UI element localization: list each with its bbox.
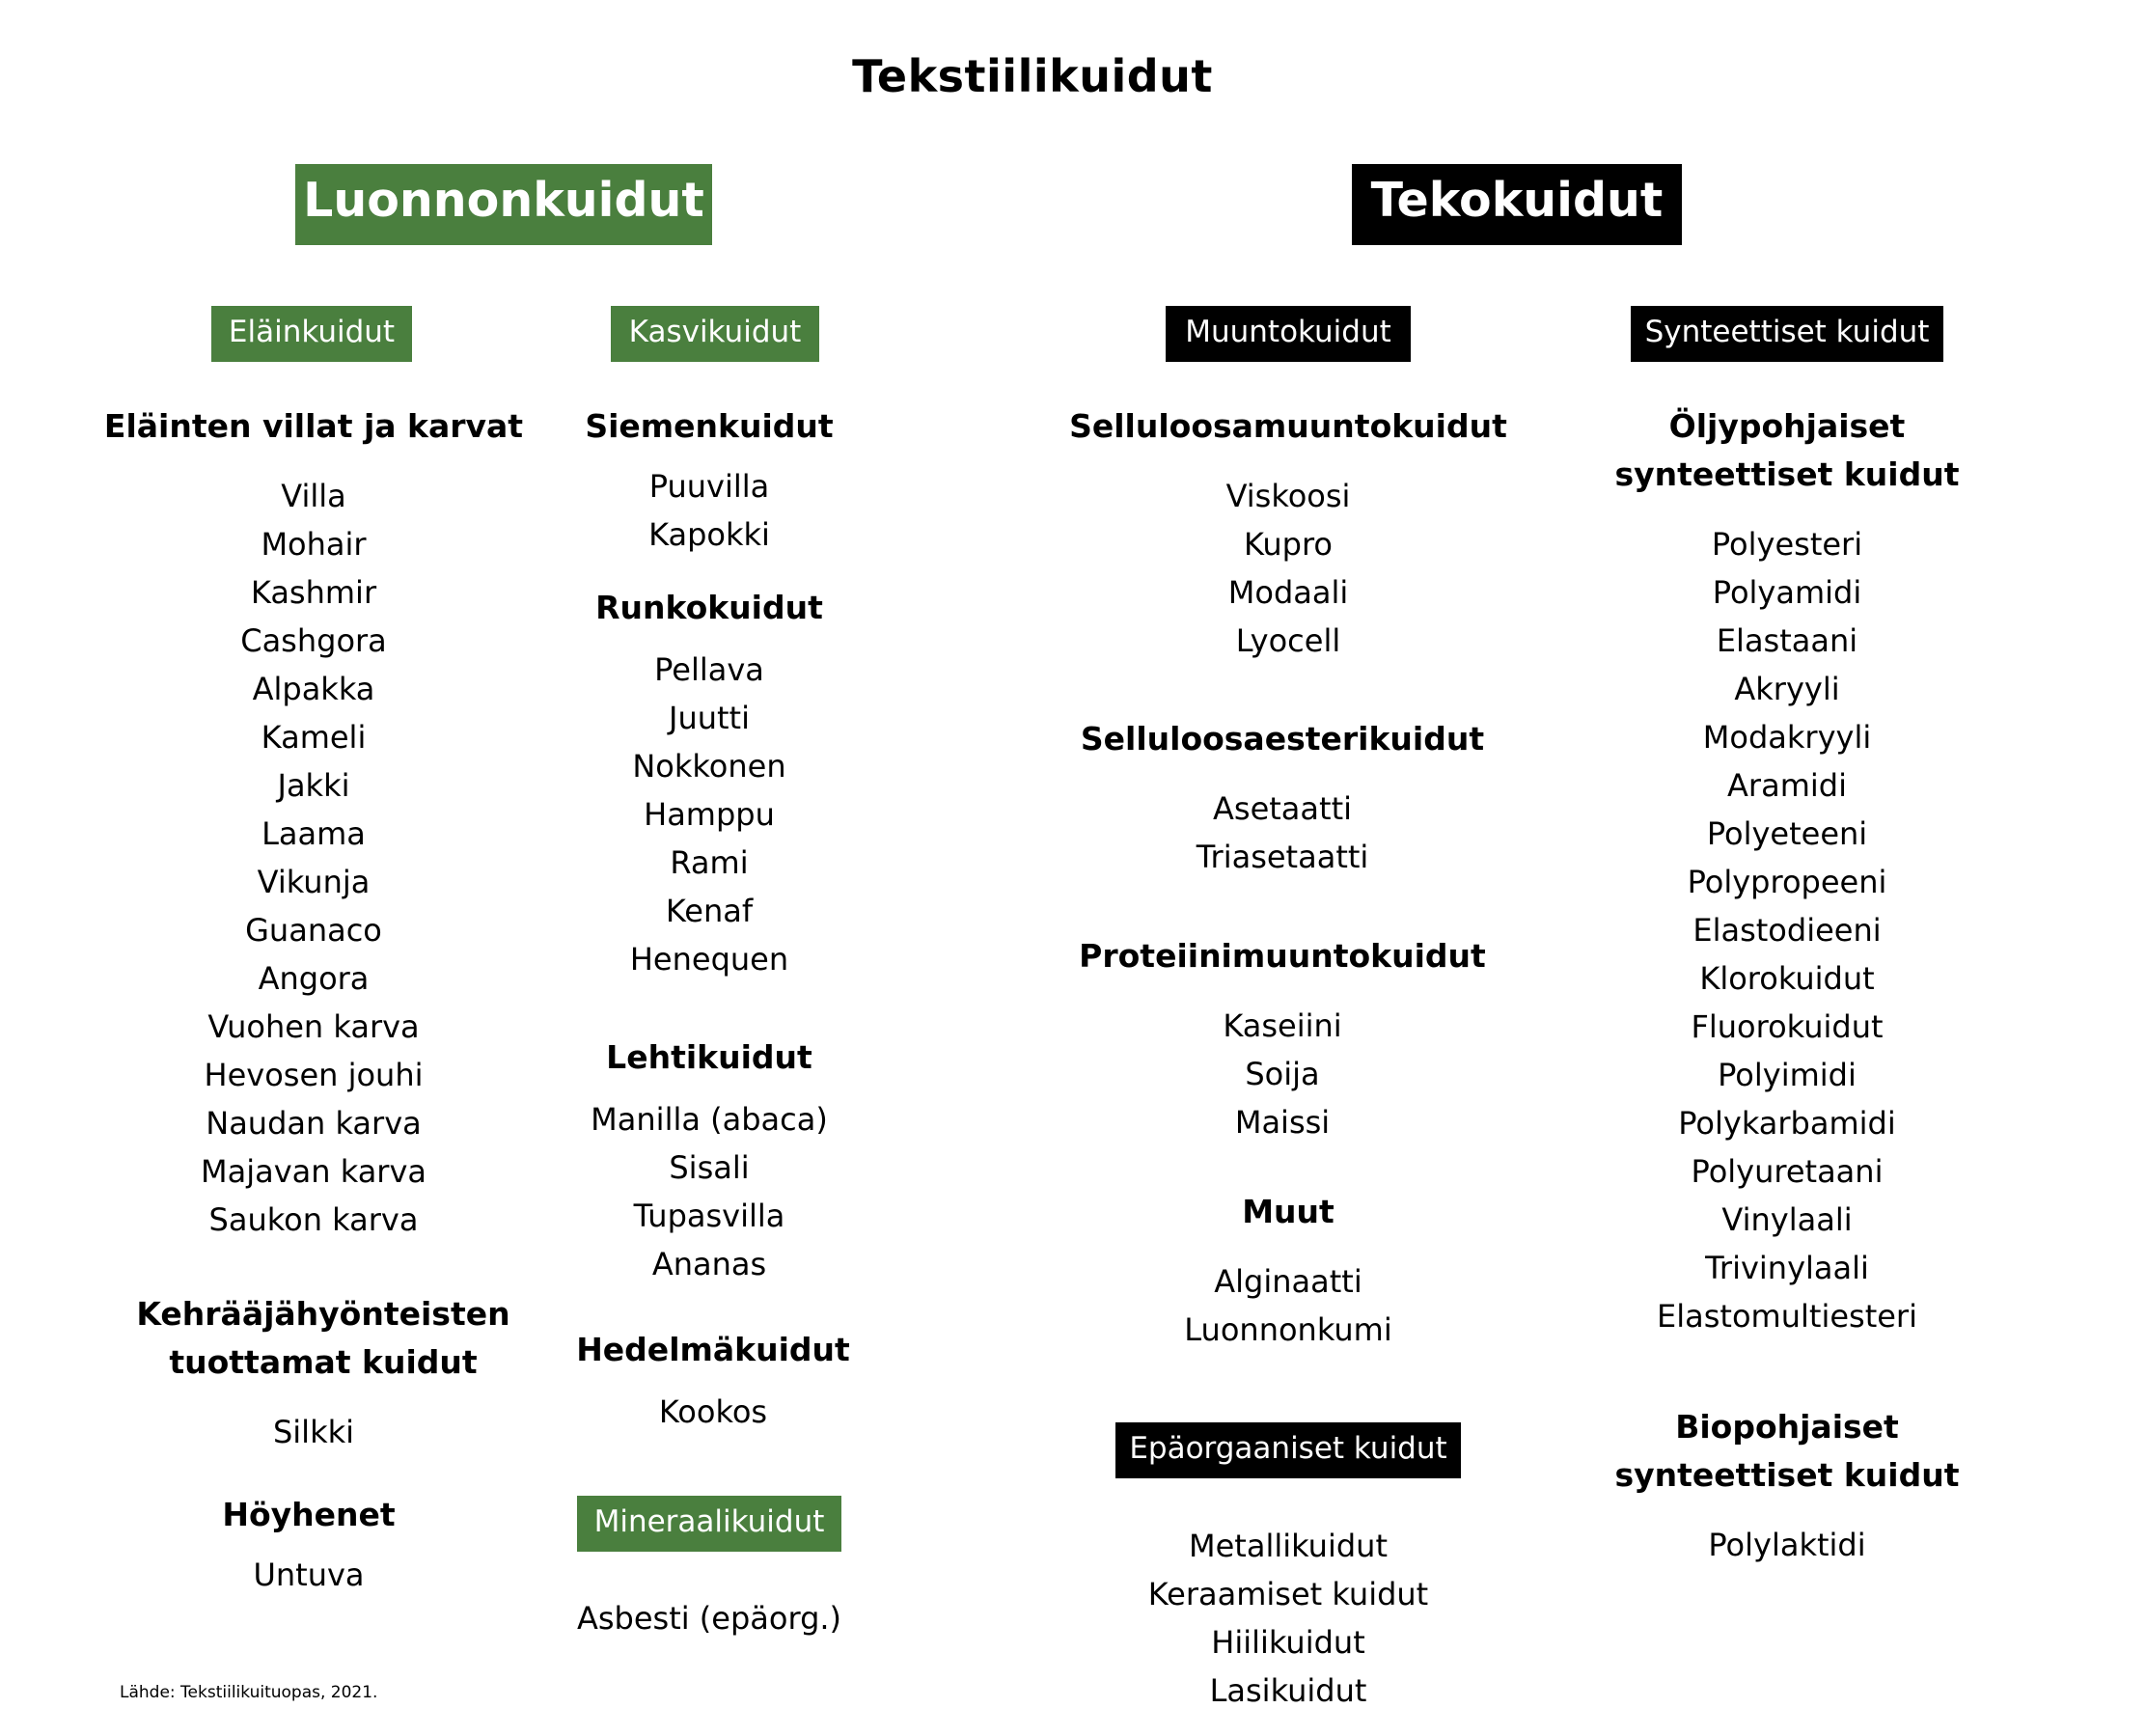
list-item: Untuva [253, 1557, 365, 1593]
group-heading: Öljypohjaiset [1668, 407, 1906, 445]
plant-fibers-box: Kasvikuidut [611, 306, 819, 362]
list-item: Tupasvilla [633, 1198, 785, 1234]
list-item: Lyocell [1235, 622, 1341, 659]
group-heading: Höyhenet [222, 1496, 396, 1533]
list-item: Elastodieeni [1692, 912, 1882, 949]
list-item: Hevosen jouhi [204, 1057, 424, 1093]
source-note: Lähde: Tekstiilikuituopas, 2021. [120, 1683, 378, 1702]
group-feathers [87, 1491, 531, 1599]
list-item: Villa [281, 478, 346, 514]
group-cellulose [1061, 402, 1515, 665]
list-item: Naudan karva [206, 1105, 422, 1142]
synthetic-fibers-box: Synteettiset kuidut [1631, 306, 1943, 362]
list-item: Kashmir [250, 574, 377, 611]
group-seed [560, 402, 859, 559]
list-item: Lasikuidut [1209, 1672, 1367, 1709]
list-item: Cashgora [240, 622, 387, 659]
group-heading: Selluloosaesterikuidut [1080, 720, 1485, 758]
list-item: Polyeteeni [1706, 815, 1868, 852]
list-item: Alginaatti [1214, 1263, 1362, 1300]
list-item: Polykarbamidi [1678, 1105, 1896, 1142]
list-item: Klorokuidut [1699, 960, 1875, 997]
list-item: Angora [258, 960, 370, 997]
regenerated-fibers-box: Muuntokuidut [1166, 306, 1411, 362]
group-fruit [564, 1326, 863, 1436]
list-item: Keraamiset kuidut [1147, 1576, 1429, 1612]
list-item: Polyesteri [1711, 526, 1863, 563]
list-item: Saukon karva [208, 1201, 419, 1238]
group-heading: synteettiset kuidut [1614, 455, 1960, 493]
group-heading: Muut [1242, 1193, 1334, 1230]
mineral-fibers-box: Mineraalikuidut [577, 1496, 841, 1552]
list-item: Elastaani [1716, 622, 1858, 659]
list-item: Akryyli [1734, 671, 1840, 707]
mineral-fibers-list [560, 1594, 859, 1642]
list-item: Rami [670, 844, 749, 881]
list-item: Luonnonkumi [1184, 1311, 1392, 1348]
inorganic-fibers-list [1061, 1522, 1515, 1715]
list-item: Henequen [629, 941, 789, 978]
list-item: Alpakka [252, 671, 375, 707]
group-heading: Kehrääjähyönteisten [136, 1295, 510, 1333]
list-item: Asetaatti [1213, 790, 1352, 827]
list-item: Viskoosi [1225, 478, 1351, 514]
group-animal-wool [87, 402, 540, 1244]
list-item: Polylaktidi [1708, 1527, 1866, 1563]
list-item: Soija [1245, 1056, 1320, 1092]
group-leaf [560, 1033, 859, 1288]
inorganic-fibers-box: Epäorgaaniset kuidut [1115, 1422, 1461, 1478]
list-item: Hamppu [644, 796, 775, 833]
list-item: Vinylaali [1721, 1201, 1853, 1238]
list-item: Elastomultiesteri [1657, 1298, 1917, 1335]
list-item: Nokkonen [632, 748, 786, 785]
list-item: Modaali [1227, 574, 1349, 611]
group-protein [1056, 932, 1509, 1146]
group-oil-based [1560, 402, 2014, 1340]
list-item: Maissi [1234, 1104, 1331, 1141]
list-item: Triasetaatti [1196, 839, 1369, 875]
animal-fibers-box: Eläinkuidut [211, 306, 412, 362]
list-item: Silkki [272, 1414, 355, 1450]
list-item: Manilla (abaca) [591, 1101, 828, 1138]
list-item: Guanaco [245, 912, 382, 949]
list-item: Sisali [669, 1149, 750, 1186]
group-heading: Hedelmäkuidut [576, 1331, 850, 1368]
list-item: Vuohen karva [207, 1008, 420, 1045]
list-item: Kupro [1243, 526, 1333, 563]
list-item: Juutti [669, 700, 750, 736]
group-heading: Lehtikuidut [606, 1038, 812, 1076]
group-stem [560, 584, 859, 983]
list-item: Kenaf [665, 893, 754, 929]
group-heading: Runkokuidut [595, 589, 823, 626]
list-item: Kameli [261, 719, 367, 756]
group-heading: Eläinten villat ja karvat [103, 407, 524, 445]
group-heading: Proteiinimuuntokuidut [1079, 937, 1486, 975]
list-item: Asbesti (epäorg.) [576, 1600, 842, 1637]
list-item: Kapokki [648, 516, 770, 553]
group-heading: Siemenkuidut [585, 407, 834, 445]
group-heading: Biopohjaiset [1675, 1408, 1899, 1446]
list-item: Ananas [651, 1246, 767, 1282]
list-item: Trivinylaali [1705, 1250, 1869, 1286]
list-item: Pellava [654, 651, 764, 688]
list-item: Kaseiini [1223, 1007, 1342, 1044]
list-item: Metallikuidut [1189, 1528, 1388, 1564]
group-heading: synteettiset kuidut [1614, 1456, 1960, 1494]
list-item: Polyimidi [1718, 1057, 1857, 1093]
natural-fibers-box: Luonnonkuidut [295, 164, 712, 245]
list-item: Vikunja [257, 864, 371, 900]
group-cellulose-ester [1056, 715, 1509, 881]
list-item: Polyuretaani [1691, 1153, 1884, 1190]
group-bio-based [1560, 1403, 2014, 1569]
list-item: Kookos [658, 1393, 768, 1430]
list-item: Mohair [261, 526, 367, 563]
list-item: Jakki [277, 767, 350, 804]
list-item: Hiilikuidut [1211, 1624, 1365, 1661]
manmade-fibers-box: Tekokuidut [1352, 164, 1682, 245]
list-item: Puuvilla [648, 468, 770, 505]
list-item: Polyamidi [1712, 574, 1862, 611]
list-item: Fluorokuidut [1691, 1008, 1884, 1045]
page-title: Tekstiilikuidut [852, 50, 1213, 102]
group-other [1061, 1188, 1515, 1354]
list-item: Polypropeeni [1687, 864, 1887, 900]
list-item: Aramidi [1727, 767, 1847, 804]
group-silk [96, 1290, 550, 1456]
list-item: Laama [261, 815, 366, 852]
group-heading: Selluloosamuuntokuidut [1069, 407, 1507, 445]
list-item: Majavan karva [201, 1153, 426, 1190]
list-item: Modakryyli [1702, 719, 1872, 756]
group-heading: tuottamat kuidut [169, 1343, 478, 1381]
